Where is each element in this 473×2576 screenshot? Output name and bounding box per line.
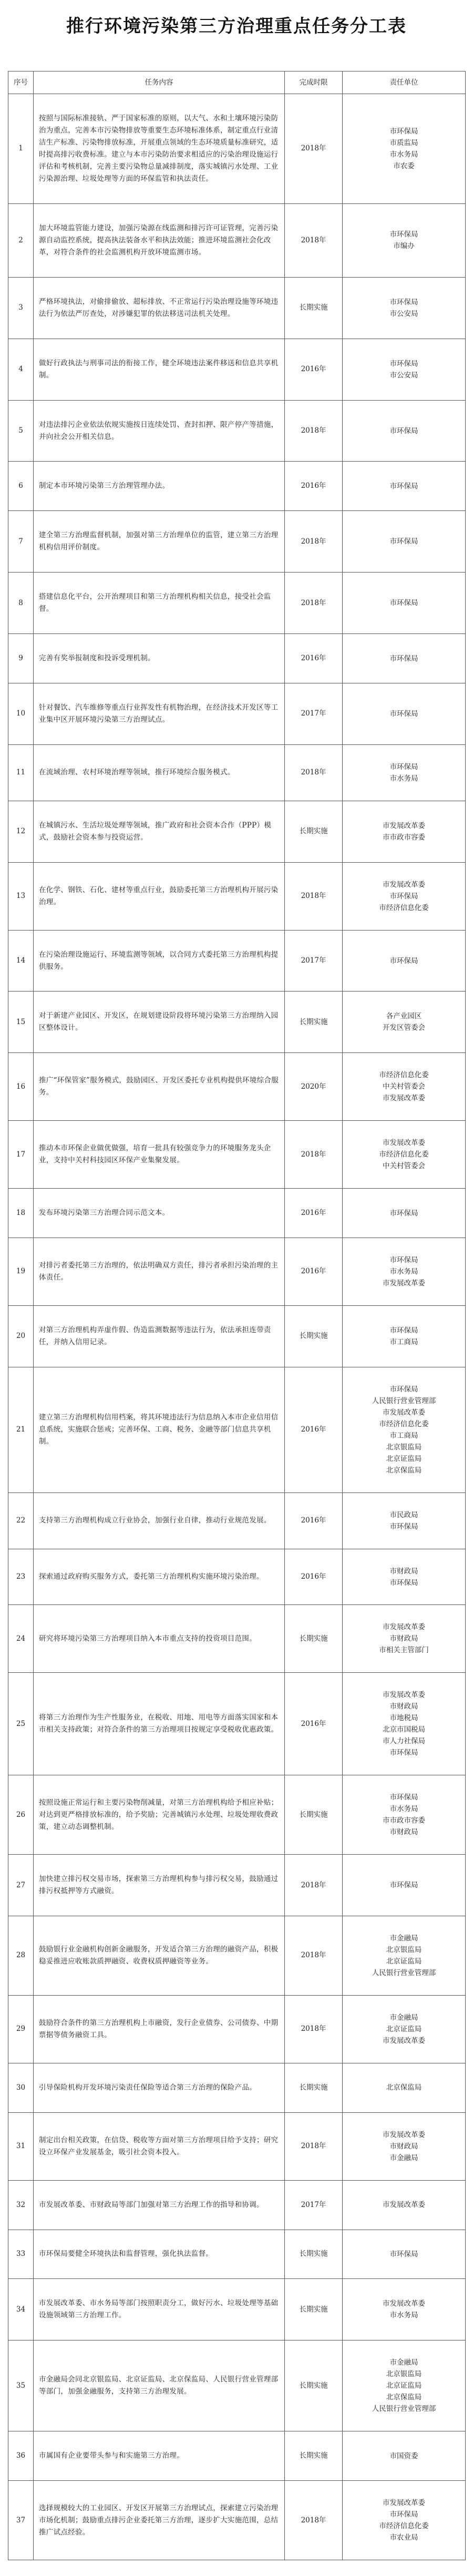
task-content: 研究将环境污染第三方治理项目纳入本市重点支持的投资项目范围。 [34, 1605, 285, 1673]
task-content: 支持第三方治理机构成立行业协会，加强行业自律，推动行业规范发展。 [34, 1493, 285, 1549]
row-number: 24 [8, 1605, 34, 1673]
task-deadline: 长期实施 [285, 991, 343, 1053]
task-deadline: 2016年 [285, 1367, 343, 1493]
responsible-unit: 市发展改革委 [383, 880, 425, 889]
responsible-unit: 北京保监局 [386, 2083, 422, 2092]
responsible-units [343, 1995, 466, 2063]
table-row [8, 1855, 466, 1916]
responsible-unit: 市财政局 [389, 1567, 418, 1576]
task-deadline: 2016年 [285, 634, 343, 683]
responsible-units [343, 2431, 466, 2481]
task-deadline: 2018年 [285, 1855, 343, 1916]
table-row [8, 744, 466, 801]
responsible-unit: 中关村管委会 [383, 1162, 425, 1171]
task-content: 探索通过政府购买服务方式，委托第三方治理机构实施环境污染治理。 [34, 1549, 285, 1605]
row-number: 10 [8, 683, 34, 745]
responsible-unit: 市工商局 [389, 1337, 418, 1346]
task-deadline: 长期实施 [285, 2340, 343, 2431]
table-row [8, 2230, 466, 2279]
responsible-unit: 市金融局 [389, 1934, 418, 1943]
task-deadline: 2018年 [285, 94, 343, 204]
task-content: 建全第三方治理监督机制，加强对第三方治理单位的监管，建立第三方治理机构信用评价制度。 [34, 511, 285, 573]
responsible-unit: 市环保局 [389, 1578, 418, 1587]
responsible-unit: 市发展改革委 [383, 2130, 425, 2139]
row-number: 26 [8, 1775, 34, 1855]
responsible-unit: 各产业园区 [386, 1012, 422, 1021]
table-row [8, 2340, 466, 2431]
task-deadline: 2018年 [285, 573, 343, 634]
task-content: 做好行政执法与刑事司法的衔接工作，健全环境违法案件移送和信息共享机制。 [34, 339, 285, 400]
responsible-unit: 北京证监局 [386, 1957, 422, 1966]
responsible-unit: 市环保局 [389, 298, 418, 306]
responsible-unit: 市环保局 [389, 230, 418, 239]
task-deadline: 长期实施 [285, 2279, 343, 2340]
responsible-unit: 市水务局 [389, 1267, 418, 1276]
task-deadline: 长期实施 [285, 2063, 343, 2112]
responsible-unit: 市环保局 [389, 762, 418, 771]
responsible-unit: 市环保局 [389, 1209, 418, 1218]
task-content: 对于新建产业园区、开发区，在规划建设阶段将环境污染第三方治理纳入园区整体设计。 [34, 991, 285, 1053]
task-content: 加快建立排污权交易市场，探索第三方治理机构参与排污权交易，鼓励通过排污权抵押等方式融资。 [34, 1855, 285, 1916]
responsible-units [343, 991, 466, 1053]
responsible-units [343, 2340, 466, 2431]
responsible-unit: 市经济信息化委 [379, 1150, 429, 1159]
page-title: 推行环境污染第三方治理重点任务分工表 [66, 16, 407, 37]
responsible-units [343, 573, 466, 634]
task-content: 加大环境监管能力建设，加强污染源在线监测和排污许可证管理，完善污染源自动监控系统，提高执法装备水平和执法效能；推进环境监测社会化改革，对符合条件的社会监测机构开放环境监测市场。 [34, 203, 285, 277]
responsible-units [343, 94, 466, 204]
responsible-unit: 市环保局 [389, 359, 418, 368]
task-deadline: 2016年 [285, 339, 343, 400]
responsible-unit: 市发展改革委 [383, 821, 425, 830]
responsible-units [343, 400, 466, 462]
row-number: 9 [8, 634, 34, 683]
task-deadline: 2016年 [285, 1549, 343, 1605]
task-deadline: 长期实施 [285, 2230, 343, 2279]
responsible-units [343, 203, 466, 277]
task-content: 完善有奖举报制度和投诉受理机制。 [34, 634, 285, 683]
row-number: 7 [8, 511, 34, 573]
responsible-unit: 市水务局 [389, 1805, 418, 1814]
responsible-unit: 市公安局 [389, 371, 418, 380]
row-number: 21 [8, 1367, 34, 1493]
responsible-units [343, 1775, 466, 1855]
task-content: 在城镇污水、生活垃圾处理等领域，推广政府和社会资本合作（PPP）模式，鼓励社会资本参与投资运营。 [34, 801, 285, 862]
row-number: 15 [8, 991, 34, 1053]
table-row [8, 400, 466, 462]
responsible-unit: 市环保局 [389, 1749, 418, 1757]
responsible-units [343, 2180, 466, 2230]
responsible-unit: 市质监局 [389, 138, 418, 147]
task-deadline: 2018年 [285, 511, 343, 573]
responsible-unit: 市人力社保局 [383, 1737, 425, 1746]
table-row [8, 862, 466, 930]
task-content: 建立第三方治理机构信用档案，将其环境违法行为信息纳入本市企业信用信息系统，实施联合惩戒；完善环保、工商、税务、金融等部门信息共享机制。 [34, 1367, 285, 1493]
responsible-unit: 北京证监局 [386, 2381, 422, 2390]
responsible-unit: 市发展改革委 [383, 1623, 425, 1632]
responsible-unit: 市环保局 [389, 599, 418, 608]
row-number: 14 [8, 930, 34, 991]
row-number: 25 [8, 1673, 34, 1775]
responsible-unit: 市发展改革委 [383, 2499, 425, 2507]
row-number: 37 [8, 2481, 34, 2560]
responsible-unit: 市发展改革委 [383, 2036, 425, 2045]
responsible-unit: 人民银行营业管理部 [372, 1968, 436, 1977]
row-number: 33 [8, 2230, 34, 2279]
responsible-unit: 市市政市容委 [383, 1816, 425, 1825]
table-row [8, 683, 466, 745]
row-number: 32 [8, 2180, 34, 2230]
responsible-unit: 市环保局 [389, 892, 418, 901]
responsible-units [343, 511, 466, 573]
task-content: 对排污者委托第三方治理的，依法明确双方责任，排污者承担污染治理的主体责任。 [34, 1238, 285, 1306]
row-number: 30 [8, 2063, 34, 2112]
responsible-unit: 市环保局 [389, 127, 418, 136]
table-row [8, 1549, 466, 1605]
responsible-unit: 人民银行营业管理部 [372, 2405, 436, 2414]
task-deadline: 长期实施 [285, 801, 343, 862]
responsible-unit: 市发展改革委 [383, 1691, 425, 1700]
responsible-units [343, 462, 466, 511]
responsible-unit: 市水务局 [389, 2311, 418, 2320]
task-deadline: 长期实施 [285, 1775, 343, 1855]
responsible-unit: 市农委 [393, 161, 415, 170]
row-number: 18 [8, 1189, 34, 1238]
responsible-unit: 北京银监局 [386, 1945, 422, 1954]
responsible-unit: 市发展改革委 [383, 2299, 425, 2308]
table-row [8, 1605, 466, 1673]
task-content: 发布环境污染第三方治理合同示范文本。 [34, 1189, 285, 1238]
responsible-unit: 市环保局 [389, 1385, 418, 1394]
row-number: 17 [8, 1121, 34, 1189]
table-row [8, 1053, 466, 1121]
task-content: 市环保局要健全环境执法和监督管理，强化执法监督。 [34, 2230, 285, 2279]
responsible-unit: 市经济信息化委 [379, 1419, 429, 1428]
task-content: 市发展改革委、市水务局等部门按照职责分工，做好污水、垃圾处理等基础设施领域第三方治理工作。 [34, 2279, 285, 2340]
responsible-unit: 市民政局 [389, 1510, 418, 1519]
table-row [8, 1305, 466, 1367]
responsible-unit: 市相关主管部门 [379, 1646, 429, 1655]
task-content: 在流域治理、农村环境治理等领域，推行环境综合服务模式。 [34, 744, 285, 801]
row-number: 16 [8, 1053, 34, 1121]
row-number: 31 [8, 2112, 34, 2180]
responsible-units [343, 1305, 466, 1367]
responsible-unit: 市环保局 [389, 2510, 418, 2519]
row-number: 13 [8, 862, 34, 930]
task-deadline: 长期实施 [285, 1605, 343, 1673]
task-deadline: 2017年 [285, 2180, 343, 2230]
table-row [8, 2481, 466, 2560]
responsible-unit: 市工商局 [389, 1431, 418, 1440]
table-row [8, 511, 466, 573]
responsible-unit: 北京市国税局 [383, 1725, 425, 1734]
responsible-unit: 市金融局 [389, 2013, 418, 2022]
row-number: 5 [8, 400, 34, 462]
task-table-body [8, 94, 466, 2560]
responsible-unit: 市经济信息化委 [379, 1071, 429, 1080]
task-deadline: 2016年 [285, 1493, 343, 1549]
table-row [8, 1189, 466, 1238]
task-content: 针对餐饮、汽车维修等重点行业挥发性有机物治理，在经济技术开发区等工业集中区开展环境污染第三方治理试点。 [34, 683, 285, 745]
responsible-unit: 市国资委 [389, 2451, 418, 2460]
row-number: 4 [8, 339, 34, 400]
responsible-units [343, 634, 466, 683]
header-number: 序号 [8, 71, 34, 94]
row-number: 8 [8, 573, 34, 634]
responsible-unit: 市经济信息化委 [379, 903, 429, 912]
table-row [8, 1995, 466, 2063]
responsible-units [343, 2063, 466, 2112]
table-row [8, 94, 466, 204]
responsible-unit: 市农业局 [389, 2533, 418, 2542]
task-content: 推动本市环保企业做优做强，培育一批具有较强竞争力的环境服务龙头企业，支持中关村科技园区环保产业集聚发展。 [34, 1121, 285, 1189]
responsible-unit: 市编办 [393, 242, 415, 251]
responsible-unit: 市市政市容委 [383, 833, 425, 842]
responsible-unit: 市财政局 [389, 1828, 418, 1837]
responsible-unit: 市发展改革委 [383, 2201, 425, 2210]
responsible-unit: 市环保局 [389, 426, 418, 435]
responsible-units [343, 2230, 466, 2279]
table-row [8, 1493, 466, 1549]
table-row [8, 801, 466, 862]
task-deadline: 2016年 [285, 462, 343, 511]
responsible-units [343, 2481, 466, 2560]
responsible-units [343, 683, 466, 745]
task-content: 市属国有企业要带头参与和实施第三方治理。 [34, 2431, 285, 2481]
row-number: 12 [8, 801, 34, 862]
responsible-units [343, 277, 466, 339]
task-deadline: 2020年 [285, 1053, 343, 1121]
responsible-units [343, 339, 466, 400]
responsible-unit: 市地税局 [389, 1714, 418, 1723]
task-content: 按照与国际标准接轨、严于国家标准的原则，以大气、水和土壤环境污染防治为重点，完善本市污染物排放等重要生态环境标准体系，制定重点行业清洁生产标准、污染物排放标准，开展重点领域的生态环境质量标准研究，适时提高排污收费标准。建立与本市污染防治要求相适应的污染治理设施运行评估和考核机制，完善主要污染物总量减排制度，落实城镇污水处理、工业污染源治理、垃圾处理等方面的环保监管和执法责任。 [34, 94, 285, 204]
task-deadline: 长期实施 [285, 277, 343, 339]
task-content: 选择规模较大的工业园区、开发区开展第三方治理试点，探索建立污染治理市场化机制；鼓励重点排污企业委托第三方治理，逐步扩大实施范围，总结推广试点经验。 [34, 2481, 285, 2560]
responsible-unit: 中关村管委会 [383, 1082, 425, 1091]
responsible-unit: 市环保局 [389, 1793, 418, 1802]
task-deadline: 2018年 [285, 1916, 343, 1996]
responsible-unit: 人民银行营业管理部 [372, 1396, 436, 1405]
table-row [8, 1673, 466, 1775]
table-row [8, 2180, 466, 2230]
task-content: 制定出台相关政策，在信贷、税收等方面对第三方治理项目给予支持；研究设立环保产业发展基金，吸引社会资本投入。 [34, 2112, 285, 2180]
row-number: 2 [8, 203, 34, 277]
row-number: 1 [8, 94, 34, 204]
responsible-unit: 市发展改革委 [383, 1408, 425, 1417]
header-task-content: 任务内容 [34, 71, 285, 94]
task-deadline: 2018年 [285, 862, 343, 930]
task-deadline: 2018年 [285, 1121, 343, 1189]
responsible-unit: 北京银监局 [386, 1443, 422, 1451]
task-content: 制定本市环境污染第三方治理管理办法。 [34, 462, 285, 511]
responsible-unit: 市财政局 [389, 1702, 418, 1711]
table-row [8, 1775, 466, 1855]
task-deadline: 2018年 [285, 1995, 343, 2063]
responsible-unit: 市环保局 [389, 654, 418, 663]
row-number: 20 [8, 1305, 34, 1367]
row-number: 3 [8, 277, 34, 339]
responsible-unit: 市金融局 [389, 2358, 418, 2367]
row-number: 28 [8, 1916, 34, 1996]
task-deadline: 长期实施 [285, 2431, 343, 2481]
header-responsible-units: 责任单位 [343, 71, 466, 94]
task-content: 将第三方治理作为生产性服务业，在税收、用地、用电等方面落实国家和本市相关支持政策；对符合条件的第三方治理项目按规定享受税收优惠政策。 [34, 1673, 285, 1775]
task-deadline: 2016年 [285, 1673, 343, 1775]
responsible-units [343, 801, 466, 862]
table-row [8, 991, 466, 1053]
task-deadline: 2018年 [285, 2481, 343, 2560]
responsible-unit: 市环保局 [389, 1522, 418, 1531]
table-row [8, 462, 466, 511]
row-number: 27 [8, 1855, 34, 1916]
responsible-unit: 市水务局 [389, 150, 418, 159]
task-content: 市发展改革委、市财政局等部门加强对第三方治理工作的指导和协调。 [34, 2180, 285, 2230]
task-deadline: 2018年 [285, 400, 343, 462]
responsible-unit: 北京银监局 [386, 2370, 422, 2379]
task-table [8, 71, 466, 2560]
task-content: 对第三方治理机构弄虚作假、伪造监测数据等违法行为，依法承担连带责任，并纳入信用记录。 [34, 1305, 285, 1367]
table-row [8, 573, 466, 634]
header-deadline: 完成时限 [285, 71, 343, 94]
responsible-units [343, 862, 466, 930]
responsible-unit: 市环保局 [389, 1881, 418, 1890]
responsible-unit: 市环保局 [389, 537, 418, 546]
row-number: 6 [8, 462, 34, 511]
task-content: 按照设施正常运行和主要污染物削减量，对第三方治理机构给予相应补贴；对达到更严格排放标准的，给予奖励；完善城镇污水处理、垃圾处理收费政策，建立动态调整机制。 [34, 1775, 285, 1855]
table-row [8, 277, 466, 339]
task-content: 推广“环保管家”服务模式，鼓励园区、开发区委托专业机构提供环境综合服务。 [34, 1053, 285, 1121]
responsible-unit: 市发展改革委 [383, 1139, 425, 1148]
responsible-unit: 市环保局 [389, 2250, 418, 2258]
row-number: 34 [8, 2279, 34, 2340]
responsible-unit: 市发展改革委 [383, 1279, 425, 1287]
task-deadline: 2016年 [285, 1238, 343, 1306]
responsible-unit: 市公安局 [389, 309, 418, 318]
responsible-unit: 北京证监局 [386, 1454, 422, 1463]
table-row [8, 1121, 466, 1189]
table-row [8, 634, 466, 683]
task-content: 引导保险机构开发环境污染责任保险等适合第三方治理的保险产品。 [34, 2063, 285, 2112]
task-content: 搭建信息化平台，公开治理项目和第三方治理机构相关信息，接受社会监督。 [34, 573, 285, 634]
responsible-unit: 市环保局 [389, 1326, 418, 1335]
responsible-unit: 市经济信息化委 [379, 2522, 429, 2530]
task-deadline: 2016年 [285, 1189, 343, 1238]
responsible-unit: 市水务局 [389, 774, 418, 783]
responsible-unit: 北京证监局 [386, 2025, 422, 2033]
table-row [8, 2431, 466, 2481]
task-content: 在化学、钢铁、石化、建材等重点行业，鼓励委托第三方治理机构开展污染治理。 [34, 862, 285, 930]
responsible-unit: 市环保局 [389, 1255, 418, 1264]
task-content: 对违法排污企业依法依规实施按日连续处罚、查封扣押、限产停产等措施，并向社会公开相关信息。 [34, 400, 285, 462]
table-row [8, 2063, 466, 2112]
responsible-units [343, 1673, 466, 1775]
table-row [8, 203, 466, 277]
task-content: 在污染治理设施运行、环境监测等领域，以合同方式委托第三方治理机构提供服务。 [34, 930, 285, 991]
table-header-row [8, 71, 466, 94]
responsible-units [343, 1855, 466, 1916]
table-row [8, 1238, 466, 1306]
table-row [8, 339, 466, 400]
task-content: 鼓励符合条件的第三方治理机构上市融资，发行企业债券、公司债券、中期票据等债务融资工具。 [34, 1995, 285, 2063]
task-deadline: 2017年 [285, 683, 343, 745]
table-row [8, 1916, 466, 1996]
task-content: 鼓励银行业金融机构创新金融服务，开发适合第三方治理的融资产品，积极稳妥推进应收账款质押融资、收费权质押融资等业务。 [34, 1916, 285, 1996]
row-number: 36 [8, 2431, 34, 2481]
task-deadline: 2018年 [285, 2112, 343, 2180]
row-number: 19 [8, 1238, 34, 1306]
row-number: 11 [8, 744, 34, 801]
responsible-units [343, 1549, 466, 1605]
responsible-unit: 北京保监局 [386, 2393, 422, 2402]
responsible-unit: 市环保局 [389, 956, 418, 965]
task-content: 严格环境执法，对偷排偷放、超标排放、不正常运行污染治理设施等环境违法行为依法严厉查处，对涉嫌犯罪的依法移送司法机关处理。 [34, 277, 285, 339]
row-number: 29 [8, 1995, 34, 2063]
responsible-units [343, 1189, 466, 1238]
table-row [8, 2112, 466, 2180]
responsible-units [343, 2279, 466, 2340]
responsible-units [343, 1238, 466, 1306]
responsible-unit: 市财政局 [389, 1634, 418, 1643]
responsible-unit: 市发展改革委 [383, 1094, 425, 1103]
responsible-unit: 市环保局 [389, 709, 418, 718]
responsible-units [343, 1053, 466, 1121]
responsible-units [343, 930, 466, 991]
table-row [8, 1367, 466, 1493]
responsible-units [343, 1121, 466, 1189]
responsible-units [343, 744, 466, 801]
task-deadline: 2018年 [285, 203, 343, 277]
responsible-unit: 市环保局 [389, 482, 418, 490]
row-number: 35 [8, 2340, 34, 2431]
row-number: 23 [8, 1549, 34, 1605]
responsible-units [343, 1605, 466, 1673]
responsible-units [343, 1367, 466, 1493]
task-deadline: 2017年 [285, 930, 343, 991]
responsible-unit: 北京保监局 [386, 1466, 422, 1475]
responsible-unit: 市金融局 [389, 2153, 418, 2162]
task-deadline: 长期实施 [285, 1305, 343, 1367]
task-content: 市金融局会同北京银监局、北京证监局、北京保监局、人民银行营业管理部等部门，加强金融服务，支持第三方治理发展。 [34, 2340, 285, 2431]
responsible-unit: 市财政局 [389, 2142, 418, 2151]
row-number: 22 [8, 1493, 34, 1549]
responsible-units [343, 1916, 466, 1996]
table-row [8, 2279, 466, 2340]
task-deadline: 2018年 [285, 744, 343, 801]
responsible-units [343, 1493, 466, 1549]
table-row [8, 930, 466, 991]
responsible-units [343, 2112, 466, 2180]
responsible-unit: 开发区管委会 [383, 1024, 425, 1033]
